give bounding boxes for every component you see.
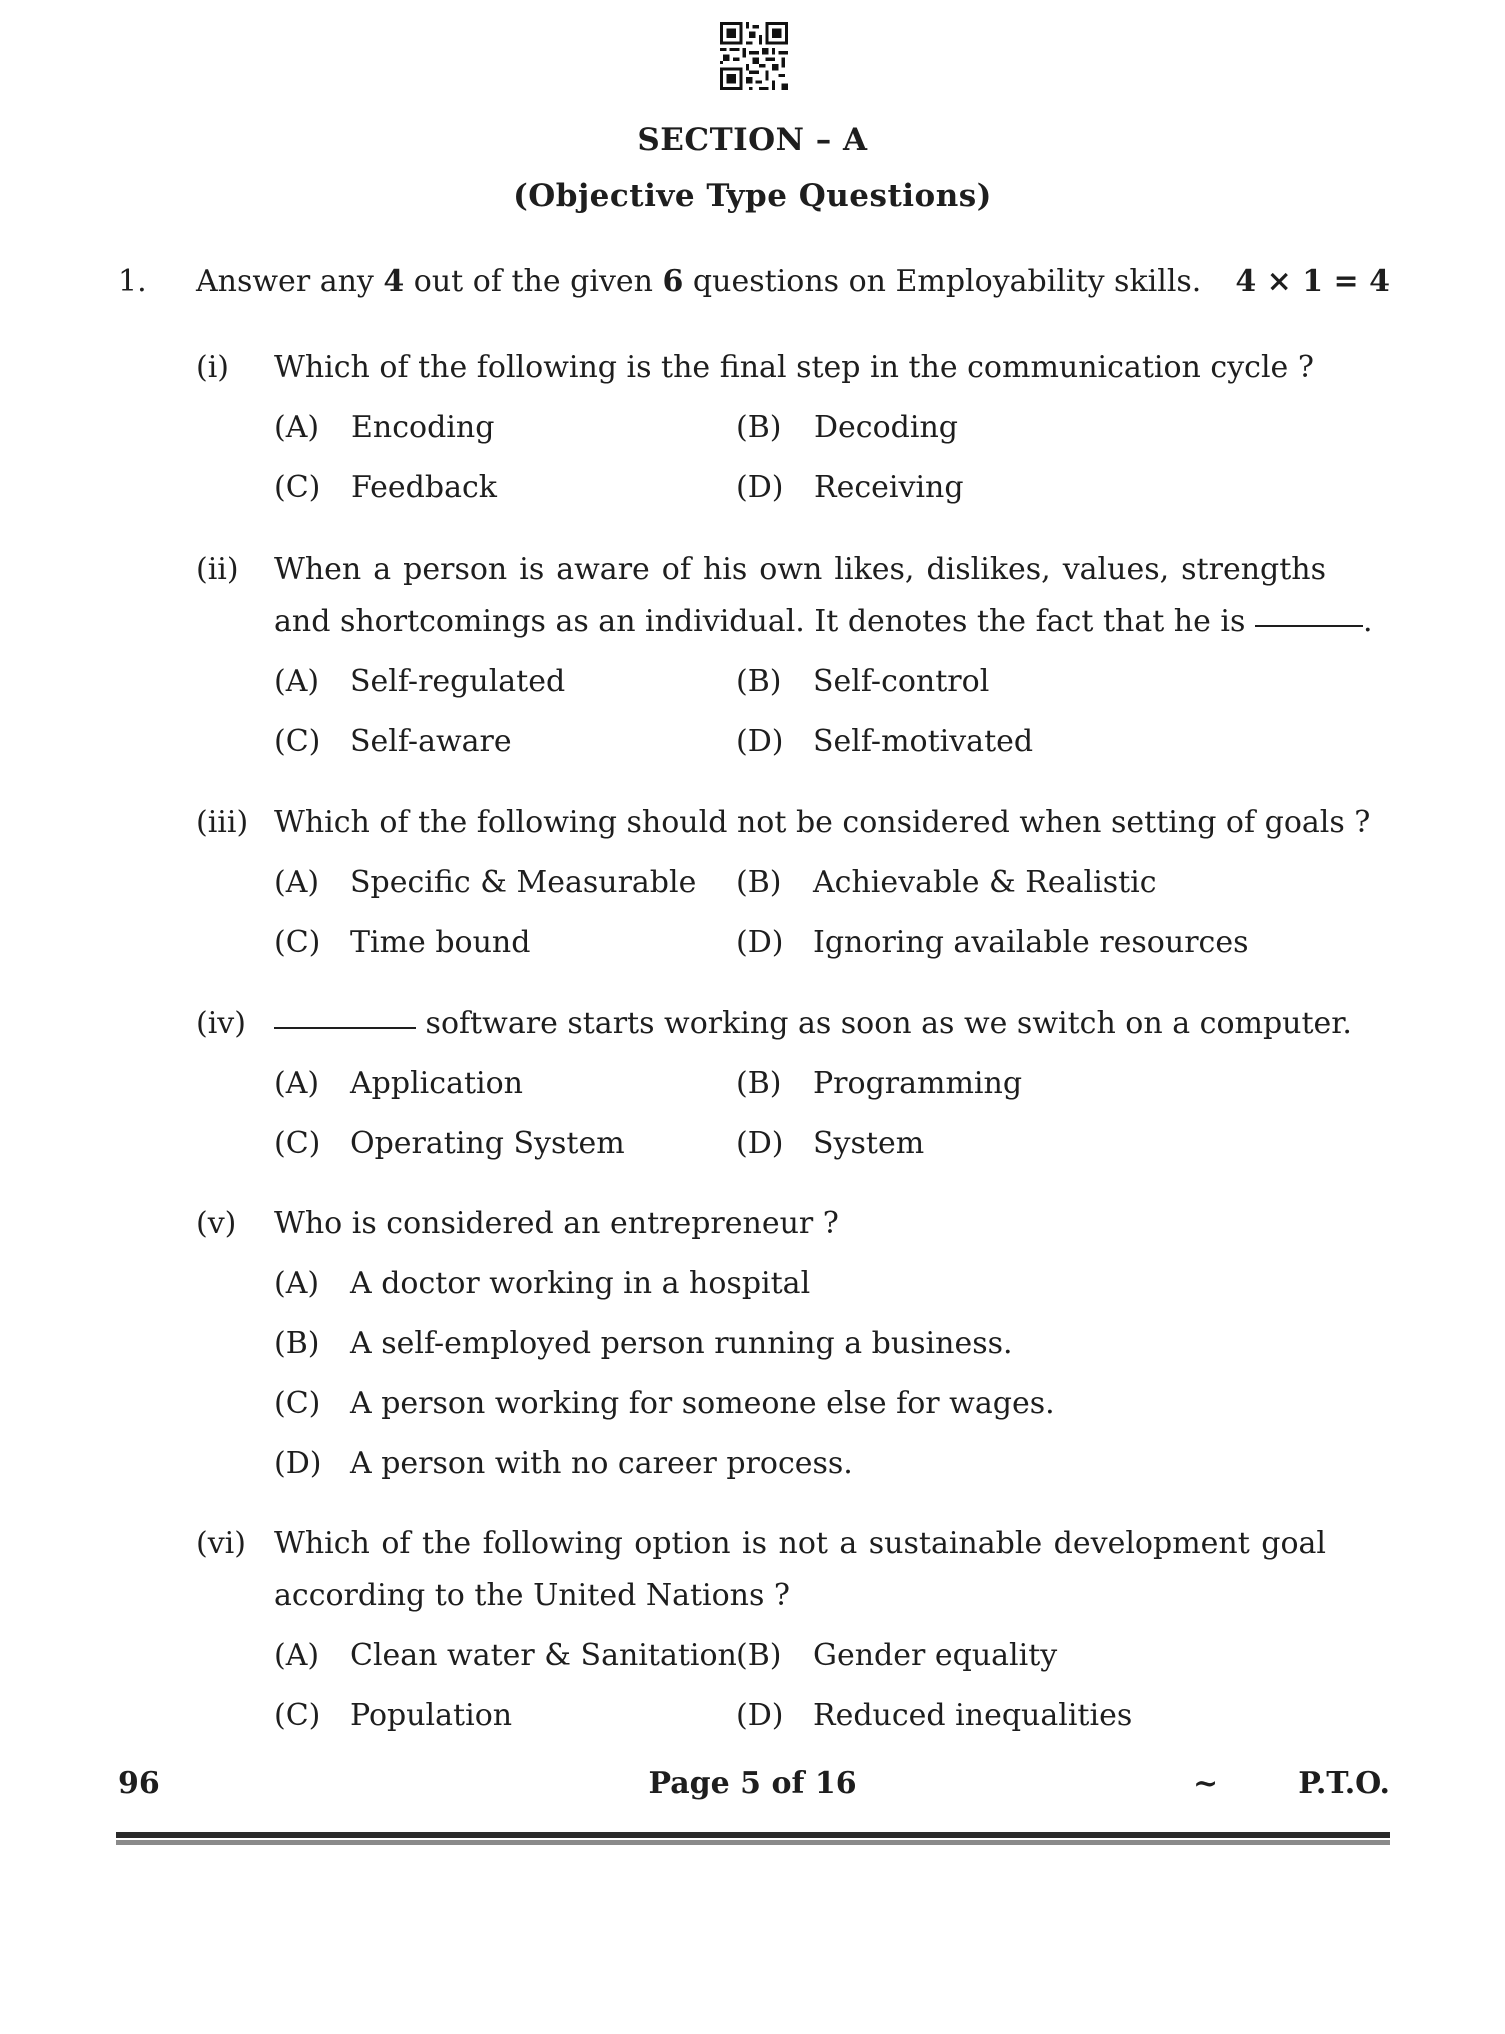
qr-code-icon — [720, 22, 788, 90]
option-label: (D) — [274, 1446, 322, 1481]
option-text: Application — [350, 1066, 523, 1101]
option-label: (A) — [274, 865, 320, 900]
subquestion-label: (ii) — [196, 552, 239, 587]
option-label: (D) — [736, 1126, 784, 1161]
option-text: Self-aware — [350, 724, 512, 759]
option-text: A person with no career process. — [350, 1446, 853, 1481]
subquestion-text: Which of the following option is not a sustainable development goal — [274, 1526, 1326, 1561]
option-label: (D) — [736, 724, 784, 759]
question-number: 1. — [118, 264, 147, 299]
option-label: (B) — [274, 1326, 320, 1361]
option-label: (D) — [736, 925, 784, 960]
option-label: (B) — [736, 410, 782, 445]
subquestion-label: (iii) — [196, 805, 249, 840]
footer-tilde: ~ — [1193, 1766, 1219, 1801]
option-text: Self-regulated — [350, 664, 566, 699]
subquestion-label: (vi) — [196, 1526, 246, 1561]
question-marks: 4 × 1 = 4 — [1235, 264, 1390, 299]
option-label: (A) — [274, 410, 320, 445]
section-title: SECTION – A — [637, 122, 868, 158]
option-label: (C) — [274, 1698, 321, 1733]
option-label: (C) — [274, 470, 321, 505]
option-label: (C) — [274, 925, 321, 960]
paper-code: 96 — [118, 1766, 160, 1801]
subquestion-label: (v) — [196, 1206, 237, 1241]
option-text: Operating System — [350, 1126, 625, 1161]
option-label: (B) — [736, 865, 782, 900]
option-text: Feedback — [351, 470, 497, 505]
option-text: Population — [350, 1698, 513, 1733]
instruction-text: out of the given — [404, 264, 663, 299]
option-label: (D) — [736, 470, 784, 505]
option-label: (B) — [736, 664, 782, 699]
option-text: Encoding — [351, 410, 495, 445]
subquestion-label: (i) — [196, 350, 230, 385]
option-text: A doctor working in a hospital — [350, 1266, 811, 1301]
option-text: Reduced inequalities — [813, 1698, 1133, 1733]
option-label: (C) — [274, 1386, 321, 1421]
subquestion-text: Which of the following should not be considered when setting of goals ? — [274, 805, 1371, 840]
subquestion-text-continued — [274, 604, 1373, 639]
subquestion-text: and shortcomings as an individual. It denotes the fact that he is — [274, 604, 1246, 639]
subquestion-label: (iv) — [196, 1006, 246, 1041]
option-label: (A) — [274, 664, 320, 699]
pto-label: P.T.O. — [1298, 1766, 1390, 1801]
subquestion-text: according to the United Nations ? — [274, 1578, 791, 1613]
instruction-text: questions on Employability skills. — [683, 264, 1202, 299]
option-label: (B) — [736, 1638, 782, 1673]
option-text: Specific & Measurable — [350, 865, 697, 900]
option-text: System — [813, 1126, 925, 1161]
question-instruction — [196, 264, 1201, 299]
subquestion-text: Who is considered an entrepreneur ? — [274, 1206, 839, 1241]
option-text: Achievable & Realistic — [813, 865, 1157, 900]
option-text: Gender equality — [813, 1638, 1058, 1673]
option-text: A person working for someone else for wages. — [350, 1386, 1055, 1421]
option-label: (A) — [274, 1066, 320, 1101]
subquestion-text-line — [274, 1006, 1352, 1041]
answer-blank — [274, 1026, 416, 1029]
instruction-text: Answer any — [196, 264, 384, 299]
option-label: (D) — [736, 1698, 784, 1733]
answer-blank — [1255, 624, 1363, 627]
option-label: (C) — [274, 724, 321, 759]
option-text: Clean water & Sanitation — [350, 1638, 737, 1673]
option-text: Programming — [813, 1066, 1023, 1101]
option-label: (B) — [736, 1066, 782, 1101]
subquestion-text: software starts working as soon as we switch on a computer. — [425, 1006, 1352, 1041]
subquestion-text: When a person is aware of his own likes, dislikes, values, strengths — [274, 552, 1326, 587]
footer-rule-shadow — [116, 1840, 1390, 1845]
option-text: Receiving — [814, 470, 964, 505]
instruction-total: 6 — [662, 264, 684, 299]
instruction-count: 4 — [383, 264, 405, 299]
page-number: Page 5 of 16 — [648, 1766, 857, 1801]
option-text: A self-employed person running a business. — [350, 1326, 1013, 1361]
option-text: Ignoring available resources — [813, 925, 1249, 960]
option-text: Time bound — [350, 925, 531, 960]
subquestion-text: Which of the following is the final step in the communication cycle ? — [274, 350, 1314, 385]
sentence-period: . — [1362, 604, 1373, 639]
option-label: (C) — [274, 1126, 321, 1161]
footer-rule — [116, 1832, 1390, 1838]
option-text: Decoding — [814, 410, 958, 445]
option-label: (A) — [274, 1266, 320, 1301]
option-text: Self-motivated — [813, 724, 1034, 759]
option-label: (A) — [274, 1638, 320, 1673]
section-subtitle: (Objective Type Questions) — [513, 178, 992, 214]
option-text: Self-control — [813, 664, 990, 699]
